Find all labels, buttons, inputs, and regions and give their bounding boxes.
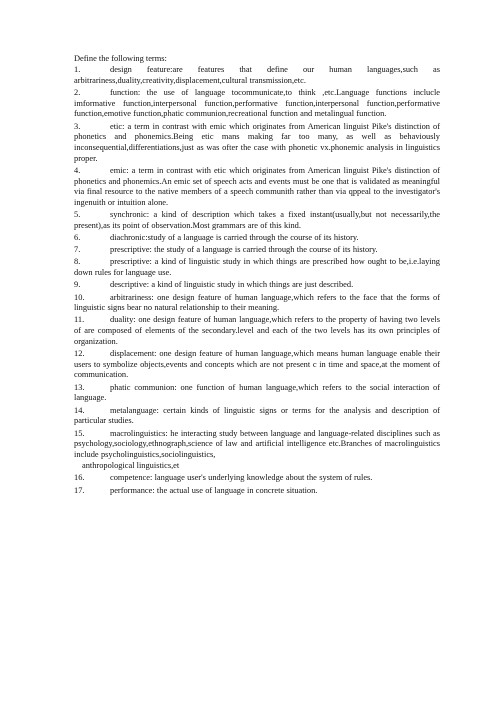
entry-number: 8. bbox=[74, 257, 81, 267]
entry-text: displacement: one design feature of human language,which means human language enable their users to symbolize objects,events and concepts which are not present c in time and space,at the moment of communication. bbox=[74, 349, 440, 380]
term-entry bbox=[74, 210, 440, 231]
term-entry bbox=[74, 257, 440, 278]
entry-text: descriptive: a kind of linguistic study in which things are just described. bbox=[110, 280, 354, 290]
entry-number: 6. bbox=[74, 233, 81, 243]
entry-text: prescriptive: the study of a language is carried through the course of its history. bbox=[110, 245, 378, 255]
entry-text: duality: one design feature of human language,which refers to the property of having two levels of are composed of elements of the secondary.level and each of the two levels has its own principles of organization. bbox=[74, 315, 440, 346]
entry-text: emic: a term in contrast with etic which originates from American linguist Pike's distinction of phonetics and phonemics.An emic set of speech acts and events must be one that is validated as meaningful via final resource to the native members of a speech communith rather than via qppeal to the investigator's ingenuith or intuition alone. bbox=[74, 165, 440, 207]
entry-text: arbitrariness: one design feature of human language,which refers to the face that the forms of linguistic signs bear no natural relationship to their meaning. bbox=[74, 292, 440, 313]
entry-text: function: the use of language tocommunicate,to think ,etc.Language functions inclucle imformative function,interpersonal function,performative function,interpersonal function,performative function,emotive function,phatic communion,recreational function and metalingual function. bbox=[74, 87, 440, 119]
entry-continuation: anthropological linguistics,et bbox=[82, 461, 180, 471]
entry-number: 1. bbox=[74, 65, 81, 74]
entry-number: 10. bbox=[74, 292, 85, 302]
entry-number: 12. bbox=[74, 349, 85, 359]
entry-text: phatic communion: one function of human language,which refers to the social interaction of language. bbox=[74, 382, 440, 403]
term-entry bbox=[74, 245, 440, 256]
entry-number: 3. bbox=[74, 121, 81, 131]
entry-number: 5. bbox=[74, 210, 81, 220]
entry-text: prescriptive: a kind of linguistic study in which things are prescribed how ought to be,i.e.laying down rules for language use. bbox=[74, 257, 440, 278]
term-entry bbox=[74, 293, 440, 314]
entry-number: 14. bbox=[74, 405, 85, 415]
entry-text: metalanguage: certain kinds of linguistic signs or terms for the analysis and description of particular studies. bbox=[74, 405, 440, 426]
entry-text: synchronic: a kind of description which takes a fixed instant(usually,but not necessarily,the present),as its point of observation.Most grammars are of this kind. bbox=[74, 210, 440, 230]
term-entry bbox=[74, 280, 440, 291]
term-entry bbox=[74, 486, 440, 497]
term-entry bbox=[74, 473, 440, 484]
term-entry bbox=[74, 406, 440, 427]
entry-number: 17. bbox=[74, 485, 85, 495]
entry-text: etic: a term in contrast with emic which originates from American linguist Pike's distinction of phonetics and phonemics.Being etic mans making far too many, as well as behaviously inconsequential,differentiations,just as was ofter the case with phonetic vx.phonemic analysis in linguistics proper. bbox=[74, 121, 440, 163]
term-entry bbox=[74, 233, 440, 244]
entry-text: competence: language user's underlying knowledge about the system of rules. bbox=[110, 473, 373, 483]
term-entry bbox=[74, 122, 440, 165]
entry-text: diachronic:study of a language is carried through the course of its history. bbox=[110, 233, 359, 243]
entry-number: 9. bbox=[74, 280, 81, 290]
document-heading: Define the following terms: bbox=[74, 54, 167, 63]
term-entry bbox=[74, 166, 440, 209]
term-entry bbox=[74, 383, 440, 404]
term-entry bbox=[74, 65, 440, 86]
entry-number: 4. bbox=[74, 165, 81, 175]
entry-number: 7. bbox=[74, 245, 81, 255]
term-entry bbox=[74, 315, 440, 347]
entry-number: 2. bbox=[74, 87, 81, 97]
entry-text: design feature:are features that define our human languages,such as arbitrariness,duality,creativity,displacement,cultural transmission,etc. bbox=[74, 65, 440, 85]
entry-number: 11. bbox=[74, 315, 85, 325]
entry-text: macrolinguistics: he interacting study between language and language-related disciplines such as psychology,sociology,ethnograph,science of law and artificial intelligence etc.Branches of macrolinguistics include psycholinguistics,sociolinguistics, bbox=[74, 428, 440, 459]
term-entry bbox=[74, 429, 440, 461]
entry-text: performance: the actual use of language in concrete situation. bbox=[110, 485, 318, 495]
entry-number: 15. bbox=[74, 428, 85, 438]
entry-number: 13. bbox=[74, 382, 85, 392]
entry-number: 16. bbox=[74, 473, 85, 483]
term-entry bbox=[74, 349, 440, 381]
term-entry bbox=[74, 88, 440, 120]
